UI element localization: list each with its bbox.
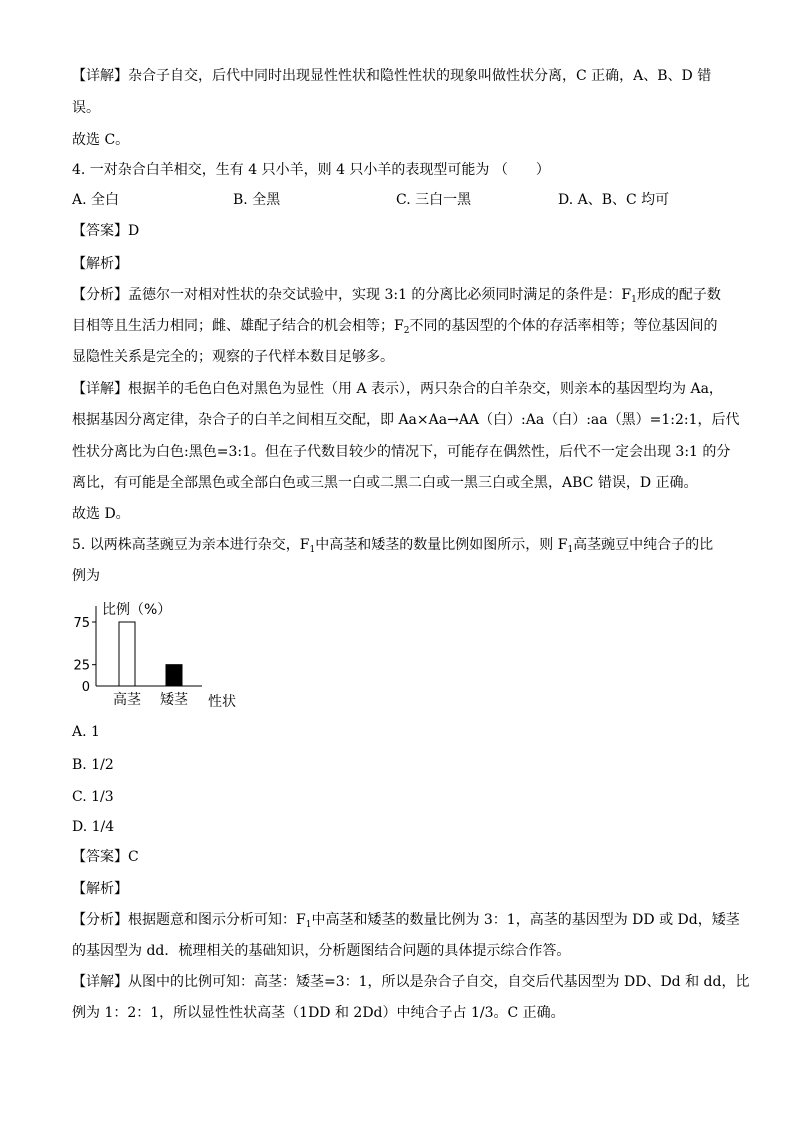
q4-option-a: A. 全白 bbox=[72, 192, 120, 208]
q4-analysis-text-1b: 形成的配子数 bbox=[636, 287, 721, 303]
detail-tag: 【详解】 bbox=[72, 381, 128, 397]
q5-analysis-line-2: 的基因型为 dd．梳理相关的基础知识，分析题图结合问题的具体提示综合作答。 bbox=[72, 943, 571, 959]
detail-tag: 【详解】 bbox=[72, 974, 128, 990]
q5-detail-line-1 bbox=[72, 972, 750, 992]
subscript: 1 bbox=[631, 295, 637, 305]
q5-analysis-text-1a: 根据题意和图示分析可知：F bbox=[128, 912, 306, 928]
q4-option-d: D. A、B、C 均可 bbox=[558, 192, 670, 208]
q4-detail-line-4: 离比，有可能是全部黑色或全部白色或三黑一白或二黑二白或一黑三白或全黑，ABC 错误，D 正确。 bbox=[72, 475, 698, 491]
q5-detail-line-2: 例为 1：2：1，所以显性性状高茎（1DD 和 2Dd）中纯合子占 1/3。C 正确。 bbox=[72, 1005, 565, 1021]
detail-tag: 【详解】 bbox=[72, 68, 128, 84]
category-label: 矮茎 bbox=[160, 692, 188, 708]
q5-stem-line-2: 例为 bbox=[72, 568, 100, 584]
y-tick-label: 25 bbox=[73, 658, 90, 674]
q3-detail-line-2: 误。 bbox=[72, 100, 100, 116]
q5-stem-text-1c: 高茎豌豆中纯合子的比 bbox=[573, 537, 714, 553]
q4-analysis-line-1 bbox=[72, 285, 734, 310]
analysis-tag: 【分析】 bbox=[72, 912, 128, 928]
subscript: 2 bbox=[403, 326, 410, 336]
q4-option-b: B. 全黑 bbox=[233, 192, 281, 208]
q5-stem-text-1b: 中高茎和矮茎的数量比例如图所示，则 F bbox=[315, 537, 568, 553]
y-axis-label: 比例（%） bbox=[102, 602, 172, 618]
subscript: 1 bbox=[567, 545, 574, 555]
q4-detail-line-3: 性状分离比为白色:黑色=3:1。但在子代数目较少的情况下，可能存在偶然性，后代不一定会出现 3:1 的分 bbox=[72, 444, 731, 460]
category-label: 高茎 bbox=[113, 692, 141, 708]
y-tick-label: 75 bbox=[73, 616, 90, 631]
q4-detail-text-1: 根据羊的毛色白色对黑色为显性（用 A 表示），两只杂合的白羊杂交，则亲本的基因型均为 Aa， bbox=[128, 381, 723, 397]
x-axis-label: 性状 bbox=[208, 694, 236, 710]
q5-option-b: B. 1/2 bbox=[72, 757, 114, 773]
q4-analysis-text-1a: 孟德尔一对相对性状的杂交试验中，实现 3:1 的分离比必须同时满足的条件是：F bbox=[128, 287, 632, 303]
bar-tall-stem bbox=[119, 622, 135, 686]
q5-answer bbox=[72, 847, 734, 867]
analysis-tag: 【分析】 bbox=[72, 287, 128, 303]
q5-option-d: D. 1/4 bbox=[72, 819, 115, 835]
q4-stem: 4. 一对杂合白羊相交，生有 4 只小羊，则 4 只小羊的表现型可能为 （ ） bbox=[72, 162, 550, 178]
y-ticks bbox=[73, 616, 96, 695]
q5-jiexi-tag: 【解析】 bbox=[72, 881, 128, 897]
bars bbox=[119, 622, 182, 686]
q5-stem-line-1 bbox=[72, 535, 734, 560]
q4-analysis-line-2 bbox=[72, 316, 734, 341]
q4-option-c: C. 三白一黑 bbox=[396, 192, 472, 208]
q4-answer bbox=[72, 221, 734, 241]
q4-jiexi-tag: 【解析】 bbox=[72, 256, 128, 272]
answer-tag: 【答案】 bbox=[72, 223, 128, 239]
answer-tag: 【答案】 bbox=[72, 849, 128, 865]
category-labels bbox=[113, 691, 189, 708]
q5-stem-text-1a: 5. 以两株高茎豌豆为亲本进行杂交，F bbox=[72, 537, 310, 553]
q3-detail-line-1 bbox=[72, 66, 734, 86]
q5-analysis-text-1b: 中高茎和矮茎的数量比例为 3：1，高茎的基因型为 DD 或 Dd，矮茎 bbox=[311, 912, 740, 928]
q5-option-c: C. 1/3 bbox=[72, 789, 114, 805]
bar-dwarf-stem bbox=[166, 665, 182, 686]
q4-detail-line-2: 根据基因分离定律，杂合子的白羊之间相互交配，即 Aa×Aa→AA（白）:Aa（白）:aa（黑）=1:2:1，后代 bbox=[72, 412, 740, 428]
q5-answer-value: C bbox=[128, 849, 139, 865]
ratio-bar-chart bbox=[70, 596, 270, 711]
y-tick-label: 0 bbox=[81, 680, 90, 695]
q4-analysis-text-2a: 目相等且生活力相同；雌、雄配子结合的机会相等；F bbox=[72, 318, 404, 334]
q4-analysis-text-2b: 不同的基因型的个体的存活率相等；等位基因间的 bbox=[409, 318, 718, 334]
q4-analysis-line-3: 显隐性关系是完全的；观察的子代样本数目足够多。 bbox=[72, 349, 394, 365]
q4-detail-line-1 bbox=[72, 379, 734, 399]
q5-detail-text-1: 从图中的比例可知：高茎：矮茎=3：1，所以是杂合子自交，自交后代基因型为 DD、Dd 和 dd，比 bbox=[128, 974, 750, 990]
q3-choose: 故选 C。 bbox=[72, 132, 130, 148]
q4-options bbox=[72, 190, 732, 210]
q5-analysis-line-1 bbox=[72, 910, 740, 935]
subscript: 1 bbox=[309, 545, 316, 555]
q4-answer-value: D bbox=[128, 223, 140, 239]
subscript: 1 bbox=[305, 920, 312, 930]
q5-option-a: A. 1 bbox=[72, 724, 100, 740]
q4-choose: 故选 D。 bbox=[72, 506, 130, 522]
q3-detail-text-1: 杂合子自交，后代中同时出现显性性状和隐性性状的现象叫做性状分离，C 正确，A、B、D 错 bbox=[128, 68, 712, 84]
